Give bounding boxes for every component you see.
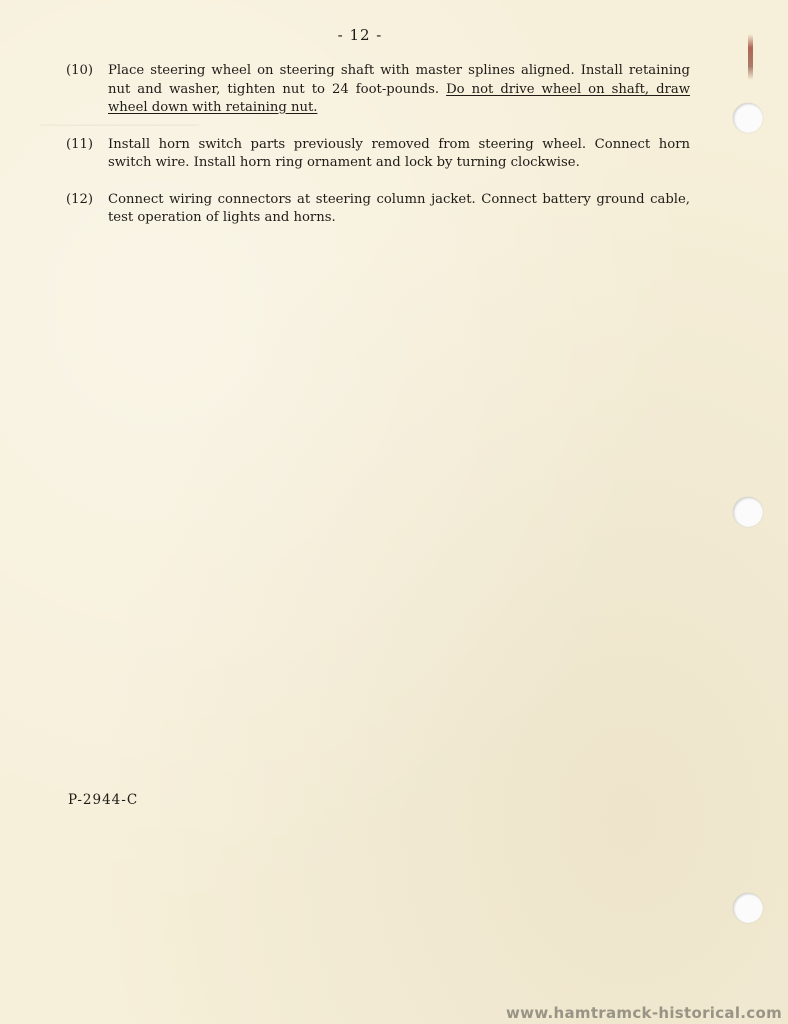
step-11: [66, 136, 690, 173]
step-10: [66, 62, 690, 118]
step-instruction: Install horn switch parts previously removed from steering wheel. Connect horn switch wire. Install horn ring ornament and lock by turning clockwise.: [108, 136, 690, 170]
step-instruction: Place steering wheel on steering shaft with master splines aligned. Install retaining nut and washer, tighten nut to 24 foot-pounds.: [108, 63, 690, 97]
edge-stain: [748, 34, 753, 80]
bleed-through-texture: ────────────────────────: [40, 119, 199, 132]
binder-hole: [733, 103, 763, 133]
document-code: P-2944-C: [68, 792, 139, 808]
watermark: www.hamtramck-historical.com: [506, 1004, 782, 1022]
step-text: [108, 62, 690, 118]
binder-hole: [733, 893, 763, 923]
step-number: (11): [66, 136, 94, 152]
binder-hole: [733, 497, 763, 527]
step-instruction: Connect wiring connectors at steering column jacket. Connect battery ground cable, test operation of lights and horns.: [108, 191, 690, 225]
procedure-steps: [66, 62, 690, 246]
step-12: [66, 191, 690, 228]
step-warning: Do not drive wheel on shaft, draw wheel down with retaining nut.: [108, 81, 691, 115]
step-number: (10): [66, 63, 94, 78]
page-number: - 12 -: [337, 26, 383, 44]
step-number: (12): [66, 191, 94, 207]
